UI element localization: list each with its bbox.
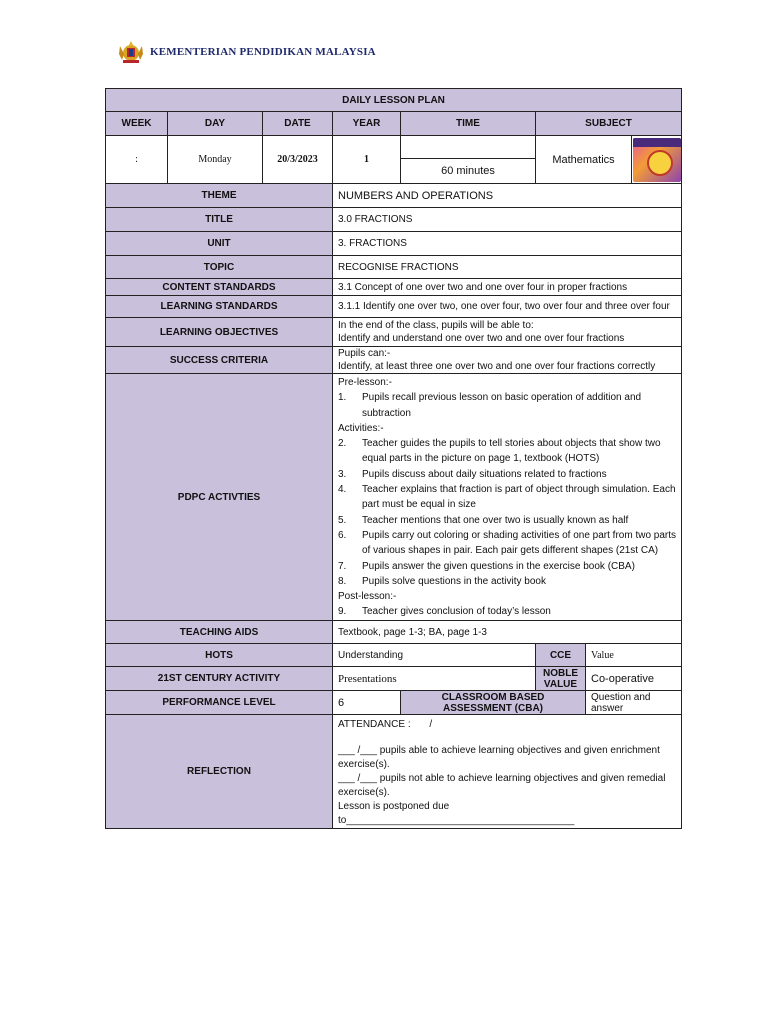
activity-text: Pupils answer the given questions in the exercise book (CBA) <box>362 560 635 572</box>
date-value: 20/3/2023 <box>263 136 333 184</box>
noble-value-label: NOBLE VALUE <box>536 667 586 691</box>
title-label: TITLE <box>106 208 333 232</box>
success-criteria-line: Identify, at least three one over two and one over four fractions correctly <box>338 361 656 372</box>
pre-lesson-list <box>338 390 676 421</box>
theme-value: NUMBERS AND OPERATIONS <box>333 184 682 208</box>
subject-value: Mathematics <box>536 136 632 184</box>
performance-level-label: PERFORMANCE LEVEL <box>106 691 333 715</box>
teaching-aids-label: TEACHING AIDS <box>106 621 333 644</box>
learning-standards-label: LEARNING STANDARDS <box>106 296 333 318</box>
title-value: 3.0 FRACTIONS <box>333 208 682 232</box>
activity-text: Teacher gives conclusion of today’s lesson <box>362 606 551 618</box>
activity-item <box>338 513 676 528</box>
pdpc-label: PDPC ACTIVTIES <box>106 374 333 621</box>
cba-value: Question and answer <box>586 691 682 715</box>
activity-item <box>338 467 676 482</box>
activity-number: 6. <box>338 529 347 541</box>
learning-objectives-value <box>333 318 682 347</box>
teaching-aids-value: Textbook, page 1-3; BA, page 1-3 <box>333 621 682 644</box>
topic-value: RECOGNISE FRACTIONS <box>333 256 682 279</box>
activity-number: 9. <box>338 606 347 618</box>
activity-number: 4. <box>338 484 347 496</box>
activity-number: 5. <box>338 514 347 526</box>
activity-text: Teacher explains that fraction is part of object through simulation. Each part must be equal in size <box>362 484 676 511</box>
reflection-line: ___ /___ pupils not able to achieve learning objectives and given remedial exercise(s). <box>338 773 666 798</box>
hots-value: Understanding <box>333 644 536 667</box>
activity-text: Pupils carry out coloring or shading activities of one part from two parts of various shapes in pair. Each pair gets different shapes (21st CA) <box>362 529 677 557</box>
activity-number: 3. <box>338 468 347 480</box>
attendance-line <box>338 718 676 732</box>
time-cell <box>401 136 536 184</box>
reflection-label: REFLECTION <box>106 715 333 829</box>
learning-standards-value: 3.1.1 Identify one over two, one over four, two over four and three over four <box>333 296 682 318</box>
activity-number: 1. <box>338 392 347 404</box>
reflection-value <box>333 715 682 829</box>
date-header: DATE <box>263 112 333 136</box>
week-header: WEEK <box>106 112 168 136</box>
subject-header: SUBJECT <box>536 112 682 136</box>
activity-item <box>338 528 676 559</box>
daily-lesson-plan <box>105 88 681 826</box>
activity-text: Teacher guides the pupils to tell stories about objects that show two equal parts in the picture on page 1, textbook (HOTS) <box>362 438 661 465</box>
coat-of-arms-icon <box>116 40 146 64</box>
success-criteria-label: SUCCESS CRITERIA <box>106 347 333 374</box>
activity-text: Pupils recall previous lesson on basic operation of addition and subtraction <box>362 392 642 419</box>
year-value: 1 <box>333 136 401 184</box>
noble-value-value: Co-operative <box>586 667 682 691</box>
learning-objectives-line: Identify and understand one over two and one over four fractions <box>338 333 625 344</box>
ministry-header <box>116 40 376 64</box>
cba-label: CLASSROOM BASED ASSESSMENT (CBA) <box>401 691 586 715</box>
century-activity-value: Presentations <box>333 667 536 691</box>
day-header: DAY <box>168 112 263 136</box>
cce-value: Value <box>586 644 682 667</box>
activity-item <box>338 604 676 619</box>
pdpc-activities <box>333 374 682 621</box>
performance-level-value: 6 <box>333 691 401 715</box>
attendance-label: ATTENDANCE : <box>338 719 411 730</box>
activity-item <box>338 559 676 574</box>
unit-label: UNIT <box>106 232 333 256</box>
learning-objectives-label: LEARNING OBJECTIVES <box>106 318 333 347</box>
learning-objectives-line: In the end of the class, pupils will be able to: <box>338 320 534 331</box>
textbook-cover-image <box>633 138 681 182</box>
activities-list <box>338 436 676 589</box>
unit-value: 3. FRACTIONS <box>333 232 682 256</box>
activity-text: Teacher mentions that one over two is usually known as half <box>362 514 629 526</box>
activity-item <box>338 482 676 513</box>
time-header: TIME <box>401 112 536 136</box>
attendance-separator: / <box>429 719 433 730</box>
reflection-line: Lesson is postponed due to_________________________________________ <box>338 801 575 826</box>
day-value: Monday <box>168 136 263 184</box>
activity-number: 2. <box>338 438 347 450</box>
activity-item <box>338 436 676 467</box>
activity-text: Pupils discuss about daily situations related to fractions <box>362 468 607 480</box>
topic-label: TOPIC <box>106 256 333 279</box>
activity-text: Pupils solve questions in the activity book <box>362 575 546 587</box>
post-lesson-list <box>338 604 676 619</box>
activity-item <box>338 390 676 421</box>
theme-label: THEME <box>106 184 333 208</box>
reflection-line: ___ /___ pupils able to achieve learning objectives and given enrichment exercise(s). <box>338 745 660 770</box>
year-header: YEAR <box>333 112 401 136</box>
lesson-plan-table <box>105 88 682 829</box>
cce-label: CCE <box>536 644 586 667</box>
textbook-cover-cell <box>632 136 682 184</box>
activities-heading: Activities:- <box>338 422 384 434</box>
plan-title: DAILY LESSON PLAN <box>106 89 682 112</box>
success-criteria-value <box>333 347 682 374</box>
week-value: : <box>106 136 168 184</box>
activity-number: 8. <box>338 575 347 587</box>
pre-lesson-heading: Pre-lesson:- <box>338 377 392 388</box>
content-standards-label: CONTENT STANDARDS <box>106 279 333 296</box>
time-value: 60 minutes <box>441 165 495 177</box>
success-criteria-line: Pupils can:- <box>338 348 391 359</box>
activity-number: 7. <box>338 560 347 572</box>
post-lesson-heading: Post-lesson:- <box>338 591 397 603</box>
ministry-name: KEMENTERIAN PENDIDIKAN MALAYSIA <box>150 46 376 58</box>
century-activity-label: 21ST CENTURY ACTIVITY <box>106 667 333 691</box>
content-standards-value: 3.1 Concept of one over two and one over four in proper fractions <box>333 279 682 296</box>
hots-label: HOTS <box>106 644 333 667</box>
activity-item <box>338 574 676 589</box>
